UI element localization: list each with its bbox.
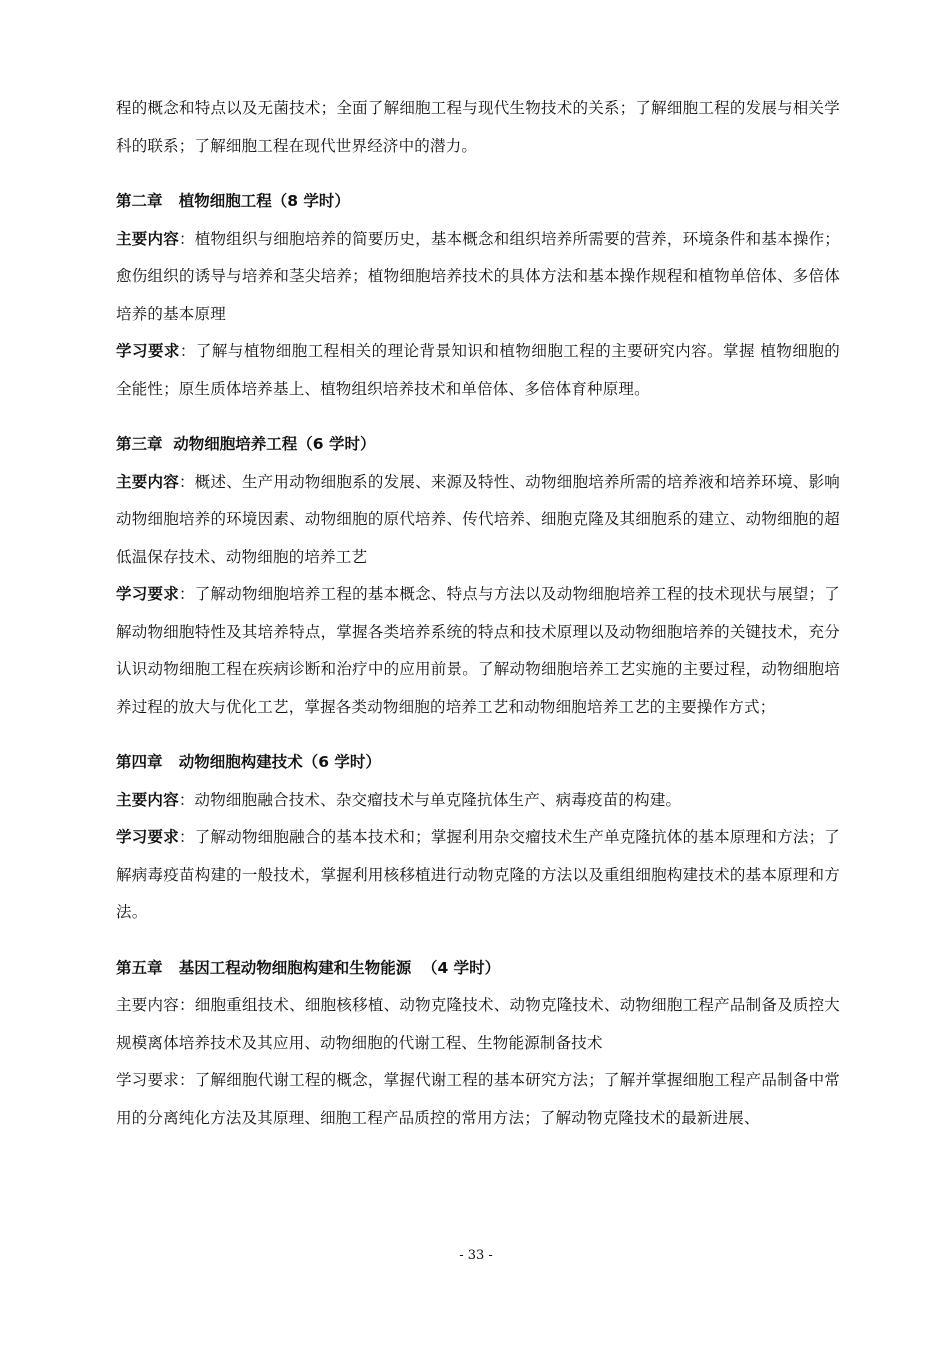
study-requirements-label: 学习要求	[116, 1071, 179, 1089]
label-separator: ：	[178, 996, 195, 1014]
main-content-paragraph	[116, 464, 840, 577]
main-content-paragraph	[116, 221, 840, 334]
intro-text: 程的概念和特点以及无菌技术；全面了解细胞工程与现代生物技术的关系；了解细胞工程的发展与相关学科的联系；了解细胞工程在现代世界经济中的潜力。	[116, 99, 840, 155]
label-separator: ：	[178, 1071, 195, 1089]
chapter-title: 第二章 植物细胞工程（8 学时）	[116, 192, 350, 210]
section-gap	[116, 932, 840, 950]
page-number: - 33 -	[459, 1248, 493, 1263]
chapter-title: 第五章 基因工程动物细胞构建和生物能源 （4 学时）	[116, 958, 501, 977]
intro-paragraph	[116, 90, 840, 165]
study-requirements-paragraph	[116, 576, 840, 726]
study-requirements-text: 了解与植物细胞工程相关的理论背景知识和植物细胞工程的主要研究内容。掌握 植物细胞的全能性；原生质体培养基上、植物组织培养技术和单倍体、多倍体育种原理。	[116, 342, 840, 398]
main-content-text: 动物细胞融合技术、杂交瘤技术与单克隆抗体生产、病毒疫苗的构建。	[194, 790, 682, 809]
main-content-label: 主要内容	[116, 472, 179, 491]
study-requirements-text: 了解细胞代谢工程的概念，掌握代谢工程的基本研究方法；了解并掌握细胞工程产品制备中常用的分离纯化方法及其原理、细胞工程产品质控的常用方法；了解动物克隆技术的最新进展、	[116, 1071, 841, 1127]
label-separator: ：	[178, 790, 195, 809]
document-body	[116, 90, 840, 1137]
chapter-5	[116, 950, 840, 1138]
main-content-text: 概述、生产用动物细胞系的发展、来源及特性、动物细胞培养所需的培养液和培养环境、影响动物细胞培养的环境因素、动物细胞的原代培养、传代培养、细胞克隆及其细胞系的建立、动物细胞的超低温保存技术、动物细胞的培养工艺	[116, 472, 841, 566]
chapter-3	[116, 426, 840, 726]
main-content-text: 细胞重组技术、细胞核移植、动物克隆技术、动物克隆技术、动物细胞工程产品制备及质控大规模离体培养技术及其应用、动物细胞的代谢工程、生物能源制备技术	[116, 996, 841, 1052]
study-requirements-label: 学习要求	[116, 828, 179, 846]
chapter-title: 第四章 动物细胞构建技术（6 学时）	[116, 753, 381, 771]
main-content-text: 植物组织与细胞培养的简要历史，基本概念和组织培养所需要的营养，环境条件和基本操作；愈伤组织的诱导与培养和茎尖培养；植物细胞培养技术的具体方法和基本操作规程和植物单倍体、多倍体培养的基本原理	[116, 229, 841, 323]
study-requirements-paragraph	[116, 819, 840, 932]
chapter-4	[116, 744, 840, 932]
section-gap	[116, 165, 840, 183]
main-content-label: 主要内容	[116, 790, 179, 809]
main-content-label: 主要内容	[116, 996, 179, 1014]
label-separator: ：	[179, 342, 196, 360]
label-separator: ：	[178, 828, 195, 846]
study-requirements-text: 了解动物细胞培养工程的基本概念、特点与方法以及动物细胞培养工程的技术现状与展望；了解动物细胞特性及其培养特点，掌握各类培养系统的特点和技术原理以及动物细胞培养的关键技术，充分认识动物细胞工程在疾病诊断和治疗中的应用前景。了解动物细胞培养工艺实施的主要过程，动物细胞培养过程的放大与优化工艺，掌握各类动物细胞的培养工艺和动物细胞培养工艺的主要操作方式；	[116, 585, 841, 716]
study-requirements-label: 学习要求	[116, 342, 180, 360]
main-content-paragraph	[116, 782, 840, 820]
label-separator: ：	[178, 229, 195, 248]
label-separator: ：	[178, 472, 195, 491]
main-content-paragraph	[116, 987, 840, 1062]
study-requirements-paragraph	[116, 333, 840, 408]
study-requirements-paragraph	[116, 1062, 840, 1137]
chapter-2	[116, 183, 840, 408]
label-separator: ：	[178, 585, 195, 603]
main-content-label: 主要内容	[116, 229, 179, 248]
section-gap	[116, 726, 840, 744]
study-requirements-label: 学习要求	[116, 585, 179, 603]
study-requirements-text: 了解动物细胞融合的基本技术和；掌握利用杂交瘤技术生产单克隆抗体的基本原理和方法；了解病毒疫苗构建的一般技术，掌握利用核移植进行动物克隆的方法以及重组细胞构建技术的基本原理和方法。	[116, 828, 841, 921]
section-gap	[116, 408, 840, 426]
chapter-title: 第三章 动物细胞培养工程（6 学时）	[116, 435, 376, 453]
